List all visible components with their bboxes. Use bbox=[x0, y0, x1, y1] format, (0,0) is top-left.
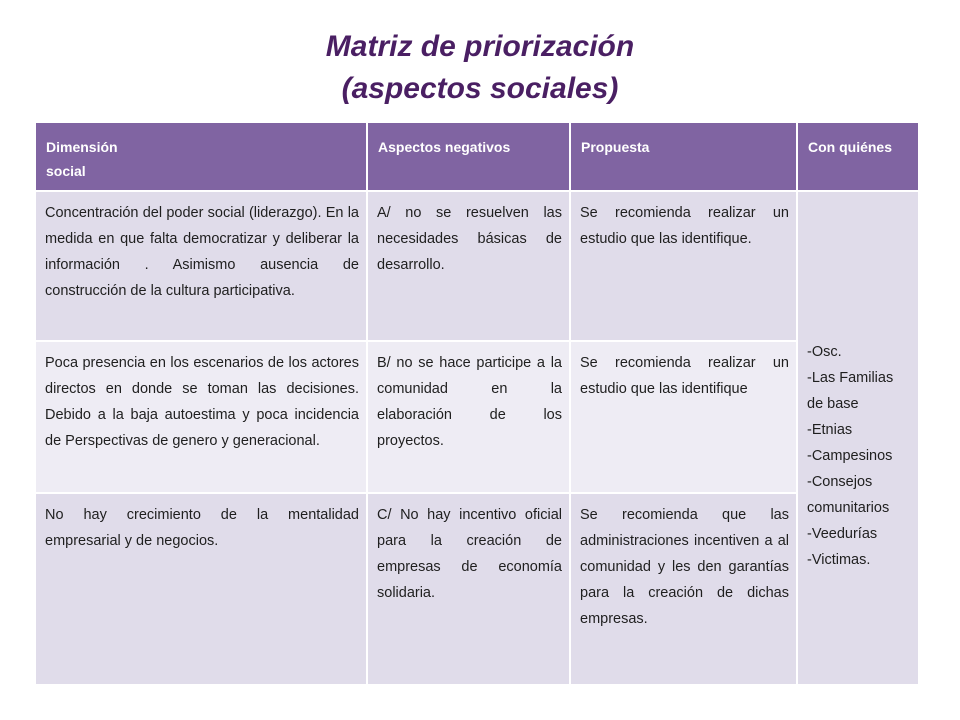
con-quienes-item: -Consejos comunitarios bbox=[807, 474, 890, 516]
priority-matrix-table bbox=[34, 121, 920, 686]
header-propuesta: Propuesta bbox=[570, 122, 797, 191]
cell-aspectos-negativos: C/ No hay incentivo oficial para la creación de empresas de economía solidaria. bbox=[367, 493, 570, 685]
con-quienes-item: -Osc. bbox=[807, 344, 842, 360]
cell-dimension: Concentración del poder social (liderazgo). En la medida en que falta democratizar y deliberar la información . Asimismo ausencia de construcción de la cultura participativa. bbox=[35, 191, 367, 341]
con-quienes-item: -Etnias bbox=[807, 422, 853, 438]
header-dimension-line-2: social bbox=[46, 163, 86, 179]
cell-aspectos-negativos: A/ no se resuelven las necesidades básicas de desarrollo. bbox=[367, 191, 570, 341]
table-row bbox=[35, 341, 919, 493]
header-dimension bbox=[35, 122, 367, 191]
con-quienes-item: -Campesinos bbox=[807, 448, 893, 464]
header-dimension-line-1: Dimensión bbox=[46, 139, 118, 155]
con-quienes-item: -Las Familias de base bbox=[807, 370, 894, 412]
title-line-1: Matriz de priorización bbox=[325, 30, 635, 63]
header-aspectos-negativos: Aspectos negativos bbox=[367, 122, 570, 191]
cell-con-quienes bbox=[797, 191, 919, 685]
cell-dimension: Poca presencia en los escenarios de los actores directos en donde se toman las decisiones. Debido a la baja autoestima y poca incidencia de Perspectivas de genero y generacional. bbox=[35, 341, 367, 493]
header-row bbox=[35, 122, 919, 191]
cell-propuesta: Se recomienda realizar un estudio que las identifique bbox=[570, 341, 797, 493]
title-line-2: (aspectos sociales) bbox=[341, 72, 619, 105]
table-row bbox=[35, 191, 919, 341]
con-quienes-item: -Veedurías bbox=[807, 526, 878, 542]
con-quienes-item: -Victimas. bbox=[807, 552, 871, 568]
cell-propuesta: Se recomienda que las administraciones incentiven a al comunidad y les den garantías para la creación de dichas empresas. bbox=[570, 493, 797, 685]
cell-aspectos-negativos: B/ no se hace participe a la comunidad en la elaboración de los proyectos. bbox=[367, 341, 570, 493]
header-con-quienes: Con quiénes bbox=[797, 122, 919, 191]
cell-propuesta: Se recomienda realizar un estudio que las identifique. bbox=[570, 191, 797, 341]
cell-dimension: No hay crecimiento de la mentalidad empresarial y de negocios. bbox=[35, 493, 367, 685]
page-title bbox=[0, 26, 960, 110]
table-row bbox=[35, 493, 919, 685]
